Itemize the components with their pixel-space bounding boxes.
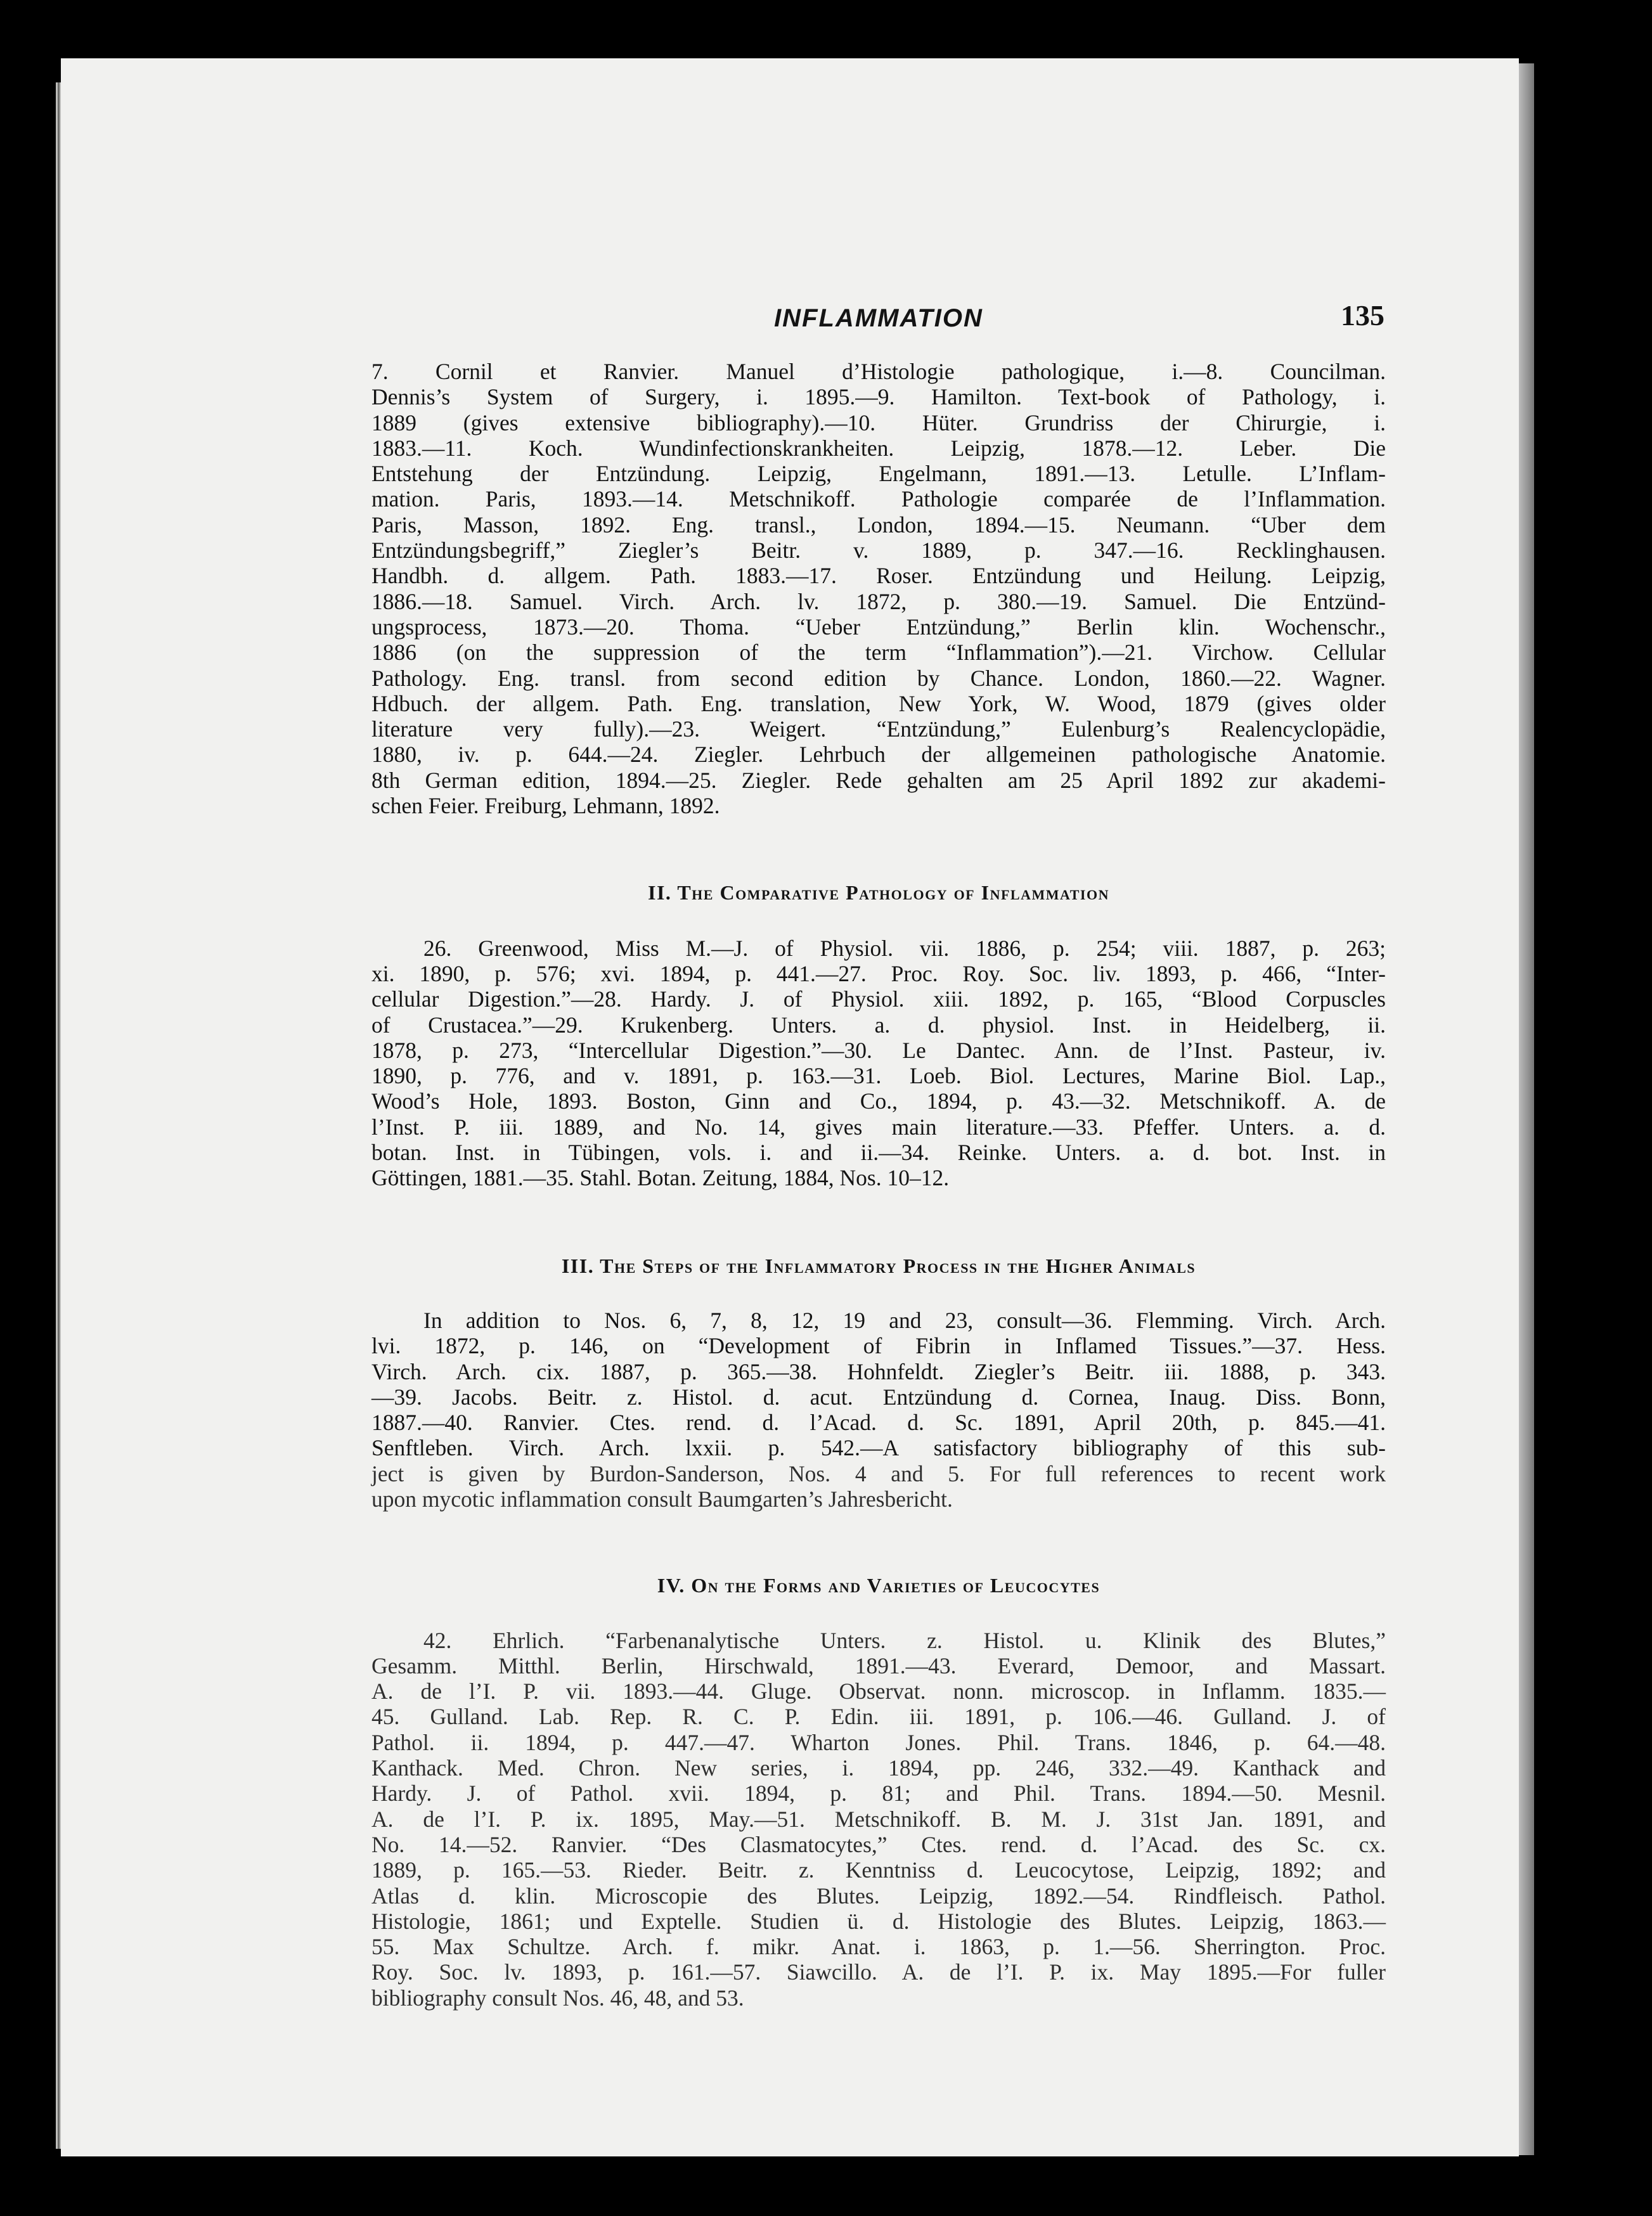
text-line: 1880, iv. p. 644.—24. Ziegler. Lehrbuch der allgemeinen pathologische Anatomie.	[371, 742, 1386, 768]
text-line: 1890, p. 776, and v. 1891, p. 163.—31. Loeb. Biol. Lectures, Marine Biol. Lap.,	[371, 1063, 1386, 1089]
text-line: A. de l’I. P. ix. 1895, May.—51. Metschnikoff. B. M. J. 31st Jan. 1891, and	[371, 1806, 1386, 1832]
section-heading-ii: II. The Comparative Pathology of Inflammation	[648, 881, 1109, 905]
text-line: Entstehung der Entzündung. Leipzig, Engelmann, 1891.—13. Letulle. L’Inflam-	[371, 461, 1386, 487]
text-line: No. 14.—52. Ranvier. “Des Clasmatocytes,” Ctes. rend. d. l’Acad. des Sc. cx.	[371, 1831, 1386, 1857]
text-line: botan. Inst. in Tübingen, vols. i. and ii.—34. Reinke. Unters. a. d. bot. Inst. in	[371, 1140, 1386, 1166]
text-line: Hardy. J. of Pathol. xvii. 1894, p. 81; and Phil. Trans. 1894.—50. Mesnil.	[371, 1781, 1386, 1807]
text-line: 26. Greenwood, Miss M.—J. of Physiol. vii. 1886, p. 254; viii. 1887, p. 263;	[423, 935, 1386, 961]
text-line: 1886.—18. Samuel. Virch. Arch. lv. 1872, p. 380.—19. Samuel. Die Entzünd-	[371, 588, 1386, 614]
text-line: 55. Max Schultze. Arch. f. mikr. Anat. i. 1863, p. 1.—56. Sherrington. Proc.	[371, 1934, 1386, 1960]
text-line: Handbh. d. allgem. Path. 1883.—17. Roser. Entzündung und Heilung. Leipzig,	[371, 563, 1386, 589]
references-paragraph-iv	[371, 1628, 1386, 2011]
text-line: 8th German edition, 1894.—25. Ziegler. Rede gehalten am 25 April 1892 zur akademi-	[371, 767, 1386, 793]
text-line: mation. Paris, 1893.—14. Metschnikoff. Pathologie comparée de l’Inflammation.	[371, 486, 1386, 512]
text-line: —39. Jacobs. Beitr. z. Histol. d. acut. Entzündung d. Cornea, Inaug. Diss. Bonn,	[371, 1384, 1386, 1410]
text-line: Dennis’s System of Surgery, i. 1895.—9. Hamilton. Text-book of Pathology, i.	[371, 384, 1386, 410]
section-heading-iii: III. The Steps of the Inflammatory Process in the Higher Animals	[561, 1254, 1196, 1277]
text-line: xi. 1890, p. 576; xvi. 1894, p. 441.—27. Proc. Roy. Soc. liv. 1893, p. 466, “Inter-	[371, 960, 1386, 986]
page-number: 135	[1341, 299, 1384, 332]
facing-page-edge	[1519, 63, 1534, 2155]
text-line: l’Inst. P. iii. 1889, and No. 14, gives main literature.—33. Pfeffer. Unters. a. d.	[371, 1114, 1386, 1140]
text-line: 1889 (gives extensive bibliography).—10. Hüter. Grundriss der Chirurgie, i.	[371, 409, 1386, 435]
text-line: Pathology. Eng. transl. from second edition by Chance. London, 1860.—22. Wagner.	[371, 665, 1386, 691]
running-head	[371, 299, 1386, 344]
text-line: Kanthack. Med. Chron. New series, i. 1894, pp. 246, 332.—49. Kanthack and	[371, 1755, 1386, 1781]
text-line: Paris, Masson, 1892. Eng. transl., London, 1894.—15. Neumann. “Uber dem	[371, 512, 1386, 538]
text-line: Atlas d. klin. Microscopie des Blutes. Leipzig, 1892.—54. Rindfleisch. Pathol.	[371, 1883, 1386, 1909]
text-line: 1889, p. 165.—53. Rieder. Beitr. z. Kenntniss d. Leucocytose, Leipzig, 1892; and	[371, 1857, 1386, 1883]
text-line: 45. Gulland. Lab. Rep. R. C. P. Edin. iii. 1891, p. 106.—46. Gulland. J. of	[371, 1704, 1386, 1730]
text-line: Wood’s Hole, 1893. Boston, Ginn and Co., 1894, p. 43.—32. Metschnikoff. A. de	[371, 1088, 1386, 1114]
text-line: 7. Cornil et Ranvier. Manuel d’Histologie pathologique, i.—8. Councilman.	[371, 359, 1386, 384]
text-line: A. de l’I. P. vii. 1893.—44. Gluge. Observat. nonn. microscop. in Inflamm. 1835.—	[371, 1678, 1386, 1704]
text-line: bibliography consult Nos. 46, 48, and 53.	[371, 1985, 744, 2011]
text-line: Gesamm. Mitthl. Berlin, Hirschwald, 1891.—43. Everard, Demoor, and Massart.	[371, 1652, 1386, 1678]
text-line: of Crustacea.”—29. Krukenberg. Unters. a. d. physiol. Inst. in Heidelberg, ii.	[371, 1012, 1386, 1038]
text-line: Göttingen, 1881.—35. Stahl. Botan. Zeitung, 1884, Nos. 10–12.	[371, 1165, 950, 1191]
text-line: 1878, p. 273, “Intercellular Digestion.”—30. Le Dantec. Ann. de l’Inst. Pasteur, iv.	[371, 1037, 1386, 1063]
text-line: upon mycotic inflammation consult Baumgarten’s Jahresbericht.	[371, 1486, 953, 1512]
text-line: 42. Ehrlich. “Farbenanalytische Unters. z. Histol. u. Klinik des Blutes,”	[423, 1627, 1386, 1653]
running-title: INFLAMMATION	[774, 304, 983, 332]
references-paragraph-ii	[371, 936, 1386, 1191]
references-paragraph-iii	[371, 1308, 1386, 1512]
text-line: Senftleben. Virch. Arch. lxxii. p. 542.—A satisfactory bibliography of this sub-	[371, 1435, 1386, 1461]
text-line: Histologie, 1861; und Exptelle. Studien ü. d. Histologie des Blutes. Leipzig, 1863.—	[371, 1908, 1386, 1934]
text-line: 1886 (on the suppression of the term “Inflammation”).—21. Virchow. Cellular	[371, 640, 1386, 666]
section-heading-iv: IV. On the Forms and Varieties of Leucocytes	[657, 1574, 1100, 1597]
text-line: lvi. 1872, p. 146, on “Development of Fibrin in Inflamed Tissues.”—37. Hess.	[371, 1333, 1386, 1359]
references-paragraph-i	[371, 359, 1386, 818]
text-line: Roy. Soc. lv. 1893, p. 161.—57. Siawcillo. A. de l’I. P. ix. May 1895.—For fuller	[371, 1959, 1386, 1985]
text-line: schen Feier. Freiburg, Lehmann, 1892.	[371, 793, 720, 819]
text-line: ject is given by Burdon-Sanderson, Nos. 4 and 5. For full references to recent work	[371, 1460, 1386, 1486]
text-line: Hdbuch. der allgem. Path. Eng. translation, New York, W. Wood, 1879 (gives older	[371, 690, 1386, 716]
text-block	[371, 299, 1386, 2144]
book-page	[61, 58, 1519, 2156]
text-line: Pathol. ii. 1894, p. 447.—47. Wharton Jones. Phil. Trans. 1846, p. 64.—48.	[371, 1729, 1386, 1755]
text-line: 1883.—11. Koch. Wundinfectionskrankheiten. Leipzig, 1878.—12. Leber. Die	[371, 435, 1386, 461]
text-line: literature very fully).—23. Weigert. “Entzündung,” Eulenburg’s Realencyclopädie,	[371, 716, 1386, 742]
text-line: cellular Digestion.”—28. Hardy. J. of Physiol. xiii. 1892, p. 165, “Blood Corpuscles	[371, 986, 1386, 1012]
text-line: In addition to Nos. 6, 7, 8, 12, 19 and 23, consult—36. Flemming. Virch. Arch.	[423, 1307, 1386, 1333]
text-line: 1887.—40. Ranvier. Ctes. rend. d. l’Acad. d. Sc. 1891, April 20th, p. 845.—41.	[371, 1410, 1386, 1436]
text-line: Entzündungsbegriff,” Ziegler’s Beitr. v. 1889, p. 347.—16. Recklinghausen.	[371, 538, 1386, 564]
text-line: ungsprocess, 1873.—20. Thoma. “Ueber Entzündung,” Berlin klin. Wochenschr.,	[371, 614, 1386, 640]
text-line: Virch. Arch. cix. 1887, p. 365.—38. Hohnfeldt. Ziegler’s Beitr. iii. 1888, p. 343.	[371, 1358, 1386, 1384]
